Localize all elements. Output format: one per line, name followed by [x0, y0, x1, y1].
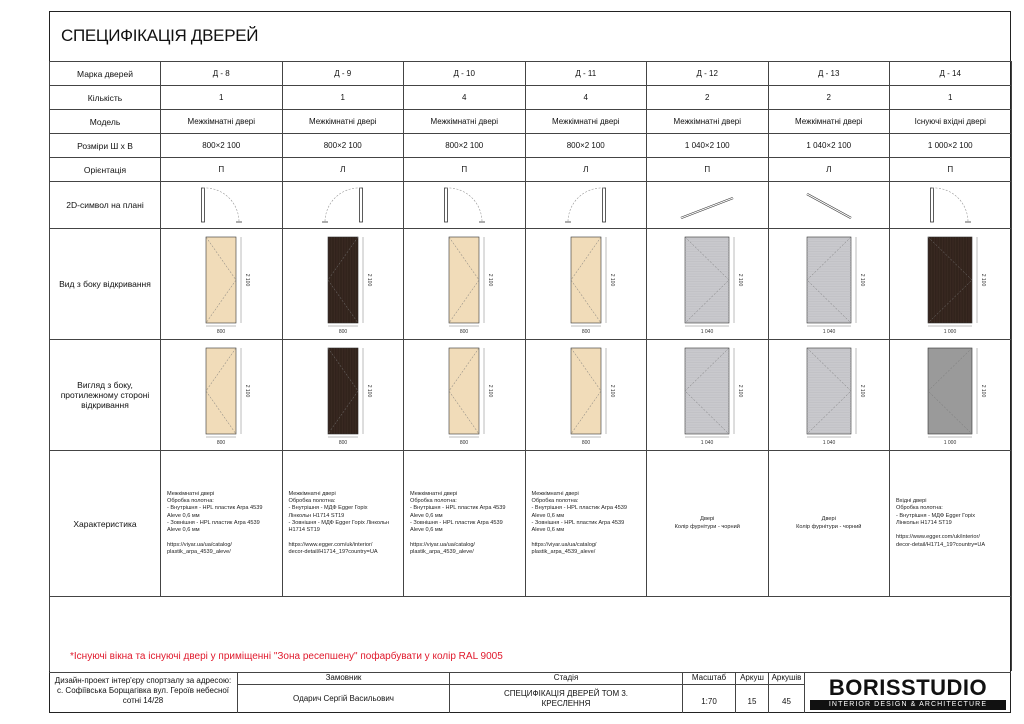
door-elevation-drawing: [890, 340, 1010, 448]
door-plan-symbol: [404, 182, 526, 229]
door-swing-symbol: [890, 182, 1010, 226]
front-elevation: [890, 229, 1012, 340]
door-elevation-drawing: [526, 229, 646, 337]
characteristics-line: Лінкольн H1714 ST19: [288, 512, 345, 519]
width-dimension: 1 000: [943, 329, 957, 335]
characteristics-line: - Зовнішня - HPL пластик Arpa 4539: [167, 519, 260, 526]
height-dimension: 2 100: [365, 273, 372, 287]
studio-logo: BORISSTUDIO: [828, 675, 988, 700]
door-elevation-drawing: [647, 229, 767, 337]
row-qty: [50, 86, 1012, 110]
sheet-label: Аркуш: [740, 673, 764, 682]
characteristics-line: Двері: [821, 516, 836, 523]
characteristics-cell: [647, 451, 769, 597]
characteristics-line: Межкімнатні двері: [410, 490, 458, 497]
door-elevation-drawing: [769, 340, 889, 448]
cell-size: 1 000×2 100: [890, 134, 1012, 158]
paint-note: *Існуючі вікна та існуючі двері у приміщенні "Зона ресепшену" пофарбувати у колір RAL 9005: [70, 651, 503, 662]
characteristics-line: decor-detail/H1714_19?country=UA: [288, 548, 378, 555]
cell-size: 800×2 100: [282, 134, 404, 158]
characteristics-line: Лінкольн H1714 ST19: [896, 519, 952, 526]
cell-orient: П: [890, 158, 1012, 182]
door-swing-symbol: [526, 182, 646, 226]
cell-model: Межкімнатні двері: [404, 110, 526, 134]
door-plan-symbol: [890, 182, 1012, 229]
characteristics-line: [410, 534, 525, 541]
back-elevation: [647, 340, 769, 451]
row-label-view_open: Вид з боку відкривання: [50, 229, 161, 340]
row-label-model: Модель: [50, 110, 161, 134]
height-dimension: 2 100: [980, 273, 987, 287]
characteristics-line: - Зовнішня - HPL пластик Arpa 4539: [531, 519, 625, 526]
width-dimension: 1 000: [943, 440, 957, 446]
door-elevation-drawing: [283, 229, 403, 337]
characteristics-cell: [282, 451, 404, 597]
characteristics-line: Межкімнатні двері: [167, 490, 215, 497]
row-label-mark: Марка дверей: [50, 62, 161, 86]
row-orient: [50, 158, 1012, 182]
cell-qty: 2: [647, 86, 769, 110]
width-dimension: 1 040: [700, 329, 714, 335]
height-dimension: 2 100: [737, 273, 744, 287]
door-plan-symbol: [647, 182, 769, 229]
scale-value: 1:70: [701, 697, 717, 706]
cell-size: 800×2 100: [404, 134, 526, 158]
characteristics-line: Обробка полотна:: [167, 498, 214, 505]
characteristics-line: H1714 ST19: [288, 527, 320, 534]
cell-model: Межкімнатні двері: [282, 110, 404, 134]
cell-model: Межкімнатні двері: [161, 110, 283, 134]
cell-size: 1 040×2 100: [647, 134, 769, 158]
characteristics-line: - Внутрішня - МДФ Egger Горіх: [896, 512, 976, 519]
cell-mark: Д - 11: [525, 62, 647, 86]
width-dimension: 1 040: [700, 440, 714, 446]
height-dimension: 2 100: [487, 384, 494, 398]
characteristics-line: Обробка полотна:: [410, 498, 457, 505]
cell-mark: Д - 12: [647, 62, 769, 86]
characteristics-line: https://viyar.ua/ua/catalog/: [531, 541, 597, 548]
width-dimension: 800: [338, 440, 347, 446]
characteristics-cell: [768, 451, 890, 597]
height-dimension: 2 100: [487, 273, 494, 287]
cell-size: 1 040×2 100: [768, 134, 890, 158]
cell-mark: Д - 10: [404, 62, 526, 86]
door-swing-symbol: [161, 182, 281, 226]
cell-qty: 1: [161, 86, 283, 110]
client-label: Замовник: [325, 673, 362, 682]
title-block: [49, 672, 1011, 713]
door-spec-table: [49, 61, 1012, 671]
height-dimension: 2 100: [365, 384, 372, 398]
characteristics-line: https://www.egger.com/uk/interior/: [288, 541, 373, 548]
scale-label: Масштаб: [691, 673, 727, 682]
door-elevation-drawing: [404, 340, 524, 448]
height-dimension: 2 100: [980, 384, 987, 398]
height-dimension: 2 100: [737, 384, 744, 398]
back-elevation: [161, 340, 283, 451]
cell-size: 800×2 100: [161, 134, 283, 158]
back-elevation: [890, 340, 1012, 451]
front-elevation: [647, 229, 769, 340]
row-label-size: Розміри Ш х В: [50, 134, 161, 158]
door-elevation-drawing: [647, 340, 767, 448]
front-elevation: [161, 229, 283, 340]
characteristics-line: plastik_arpa_4539_aleve/: [410, 548, 474, 555]
characteristics-line: - Зовнішня - HPL пластик Arpa 4539: [410, 519, 503, 526]
cell-mark: Д - 14: [890, 62, 1012, 86]
height-dimension: 2 100: [244, 384, 251, 398]
sheets-value: 45: [782, 697, 791, 706]
cell-mark: Д - 9: [282, 62, 404, 86]
characteristics-line: https://viyar.ua/ua/catalog/: [167, 541, 232, 548]
door-plan-symbol: [768, 182, 890, 229]
height-dimension: 2 100: [608, 273, 615, 287]
characteristics-line: [896, 527, 1011, 534]
back-elevation: [404, 340, 526, 451]
door-plan-symbol: [161, 182, 283, 229]
characteristics-line: [289, 534, 404, 541]
stage-value: СПЕЦИФІКАЦІЯ ДВЕРЕЙ ТОМ 3. КРЕСЛЕННЯ: [503, 689, 628, 708]
characteristics-cell: [525, 451, 647, 597]
row-size: [50, 134, 1012, 158]
characteristics-line: Aleve 0,6 мм: [410, 527, 443, 534]
row-label-qty: Кількість: [50, 86, 161, 110]
back-elevation: [768, 340, 890, 451]
cell-orient: Л: [282, 158, 404, 182]
door-plan-symbol: [282, 182, 404, 229]
height-dimension: 2 100: [858, 384, 865, 398]
client-cell: [237, 684, 449, 713]
row-characteristics: [50, 451, 1012, 597]
height-dimension: 2 100: [244, 273, 251, 287]
characteristics-line: Обробка полотна:: [288, 498, 336, 505]
cell-model: Межкімнатні двері: [525, 110, 647, 134]
door-elevation-drawing: [526, 340, 646, 448]
door-elevation-drawing: [890, 229, 1010, 337]
row-label-orient: Орієнтація: [50, 158, 161, 182]
page-title: СПЕЦИФІКАЦІЯ ДВЕРЕЙ: [61, 26, 259, 45]
sheet-cell: [735, 684, 768, 713]
characteristics-line: Вхідні двері: [896, 498, 927, 505]
front-elevation: [525, 229, 647, 340]
cell-model: Існуючі вхідні двері: [890, 110, 1012, 134]
characteristics-cell: [890, 451, 1012, 597]
row-view_open: [50, 229, 1012, 340]
characteristics-line: Обробка полотна:: [531, 498, 579, 505]
characteristics-line: - Зовнішня - МДФ Egger Горіх Лінкольн: [288, 519, 390, 526]
characteristics-line: plastik_arpa_4539_aleve/: [167, 548, 231, 555]
cell-qty: 4: [404, 86, 526, 110]
width-dimension: 800: [338, 329, 347, 335]
door-swing-symbol: [404, 182, 524, 226]
width-dimension: 800: [217, 329, 226, 335]
door-elevation-drawing: [161, 229, 281, 337]
cell-orient: Л: [768, 158, 890, 182]
characteristics-cell: [161, 451, 283, 597]
characteristics-line: - Внутрішня - HPL пластик Arpa 4539: [531, 505, 627, 512]
row-label-symbol: 2D-символ на плані: [50, 182, 161, 229]
back-elevation: [525, 340, 647, 451]
cell-qty: 1: [282, 86, 404, 110]
scale-cell: [682, 684, 735, 713]
logo-cell: [804, 672, 1011, 713]
characteristics-line: Aleve 0,6 мм: [531, 527, 565, 534]
back-elevation: [282, 340, 404, 451]
front-elevation: [404, 229, 526, 340]
sheets-label: Аркушів: [771, 673, 802, 682]
width-dimension: 800: [581, 329, 590, 335]
door-swing-symbol: [283, 182, 403, 226]
row-model: [50, 110, 1012, 134]
sheet-value: 15: [747, 697, 757, 706]
sheet-label-cell: [735, 672, 768, 684]
door-elevation-drawing: [161, 340, 281, 448]
sheets-label-cell: [768, 672, 804, 684]
cell-model: Межкімнатні двері: [768, 110, 890, 134]
height-dimension: 2 100: [858, 273, 865, 287]
characteristics-line: Aleve 0,6 мм: [531, 512, 565, 519]
characteristics-line: Aleve 0,6 мм: [167, 527, 200, 534]
cell-qty: 1: [890, 86, 1012, 110]
project-description: Дизайн-проект інтер'єру спортзалу за адресою: с. Софіївська Борщагівка вул. Героїв небесної сотні 14/28: [54, 676, 232, 705]
stage-label: Стадія: [553, 673, 579, 682]
characteristics-line: - Внутрішня - HPL пластик Arpa 4539: [410, 505, 506, 512]
row-label-characteristics: Характеристика: [50, 451, 161, 597]
characteristics-line: https://viyar.ua/ua/catalog/: [410, 541, 475, 548]
cell-mark: Д - 13: [768, 62, 890, 86]
row-symbol: [50, 182, 1012, 229]
door-plan-symbol: [525, 182, 647, 229]
height-dimension: 2 100: [608, 384, 615, 398]
width-dimension: 800: [581, 440, 590, 446]
stage-cell: [449, 684, 682, 713]
cell-model: Межкімнатні двері: [647, 110, 769, 134]
client-label-cell: [237, 672, 449, 684]
row-mark: [50, 62, 1012, 86]
door-elevation-drawing: [283, 340, 403, 448]
characteristics-line: Колір фурнітури - чорний: [796, 523, 862, 530]
characteristics-line: Колір фурнітури - чорний: [674, 523, 740, 530]
width-dimension: 800: [460, 440, 469, 446]
characteristics-line: [167, 534, 282, 541]
door-elevation-drawing: [769, 229, 889, 337]
front-elevation: [282, 229, 404, 340]
cell-qty: 4: [525, 86, 647, 110]
characteristics-line: Межкімнатні двері: [531, 490, 579, 497]
cell-mark: Д - 8: [161, 62, 283, 86]
characteristics-line: - Внутрішня - МДФ Egger Горіх: [288, 505, 368, 512]
stage-label-cell: [449, 672, 682, 684]
characteristics-line: decor-detail/H1714_19?country=UA: [896, 541, 986, 548]
characteristics-line: plastik_arpa_4539_aleve/: [531, 548, 596, 555]
characteristics-line: https://www.egger.com/uk/interior/: [896, 534, 980, 541]
width-dimension: 1 040: [822, 440, 836, 446]
characteristics-line: [532, 534, 647, 541]
cell-size: 800×2 100: [525, 134, 647, 158]
studio-logo-subtitle: INTERIOR DESIGN & ARCHITECTURE: [810, 700, 1006, 710]
cell-orient: П: [161, 158, 283, 182]
cell-qty: 2: [768, 86, 890, 110]
characteristics-cell: [404, 451, 526, 597]
cell-orient: П: [647, 158, 769, 182]
door-elevation-drawing: [404, 229, 524, 337]
characteristics-line: Aleve 0,6 мм: [410, 512, 443, 519]
door-swing-symbol: [647, 182, 767, 226]
cell-orient: Л: [525, 158, 647, 182]
door-swing-symbol: [769, 182, 889, 226]
characteristics-line: - Внутрішня - HPL пластик Arpa 4539: [167, 505, 263, 512]
width-dimension: 800: [460, 329, 469, 335]
row-label-view_opposite: Вигляд з боку, протилежному стороні відкривання: [50, 340, 161, 451]
width-dimension: 800: [217, 440, 226, 446]
characteristics-line: Двері: [700, 516, 715, 523]
cell-orient: П: [404, 158, 526, 182]
scale-label-cell: [682, 672, 735, 684]
width-dimension: 1 040: [822, 329, 836, 335]
characteristics-line: Обробка полотна:: [896, 505, 943, 512]
project-cell: [49, 672, 237, 713]
client-name: Одарич Сергій Васильович: [293, 694, 394, 703]
characteristics-line: Aleve 0,6 мм: [167, 512, 200, 519]
front-elevation: [768, 229, 890, 340]
row-view_opposite: [50, 340, 1012, 451]
characteristics-line: Межкімнатні двері: [288, 490, 336, 497]
sheets-cell: [768, 684, 804, 713]
